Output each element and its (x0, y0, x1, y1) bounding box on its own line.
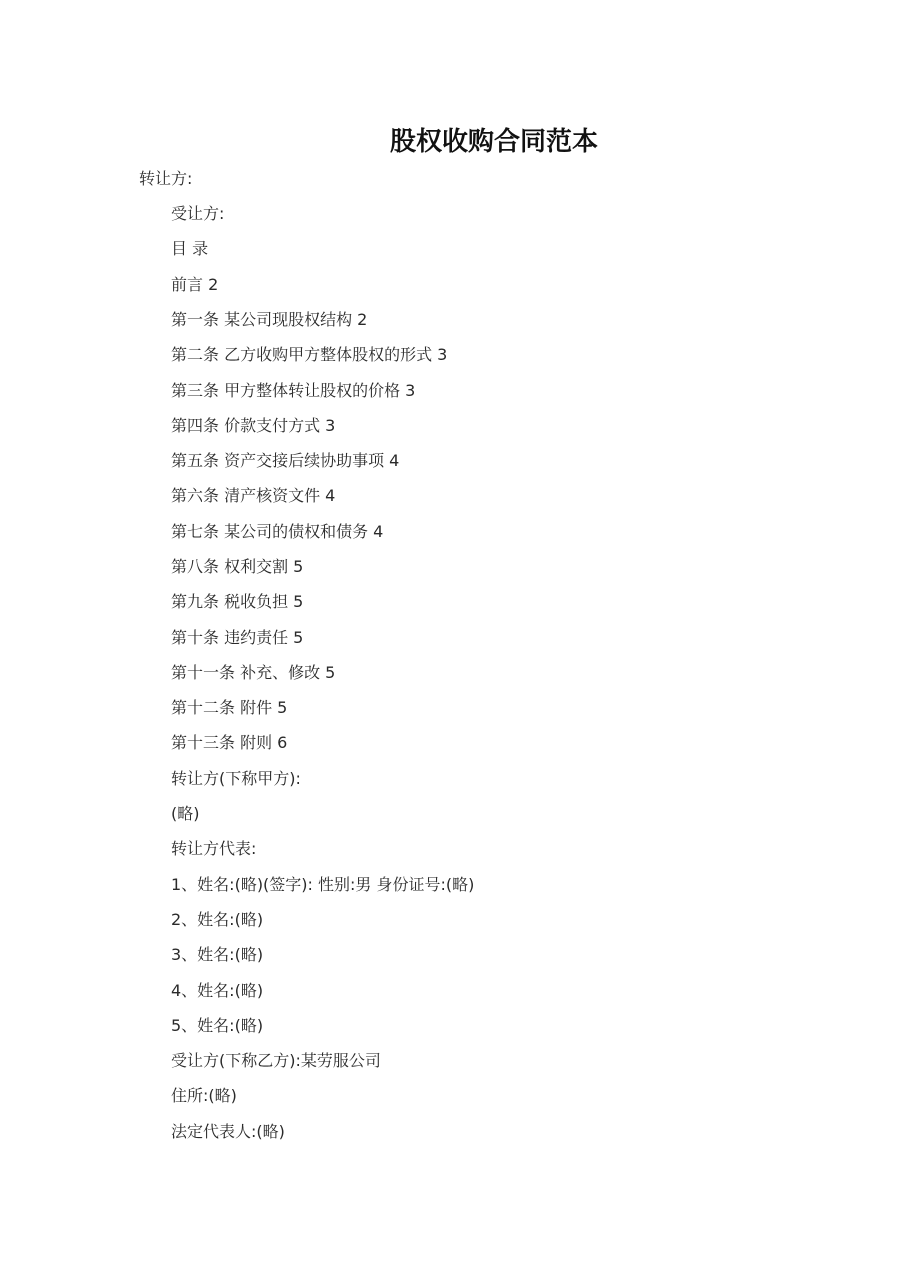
toc-item: 第六条 清产核资文件 4 (171, 486, 336, 505)
toc-item: 前言 2 (171, 275, 219, 294)
toc-item: 第七条 某公司的债权和债务 4 (171, 522, 384, 541)
toc-item: 第一条 某公司现股权结构 2 (171, 310, 368, 329)
toc-item: 第二条 乙方收购甲方整体股权的形式 3 (171, 345, 448, 364)
representative-entry: 3、姓名:(略) (171, 945, 264, 964)
representative-entry: 1、姓名:(略)(签字): 性别:男 身份证号:(略) (171, 875, 475, 894)
party-b-address: 住所:(略) (171, 1086, 237, 1105)
transferee-label: 受让方: (171, 204, 225, 223)
toc-item: 第八条 权利交割 5 (171, 557, 304, 576)
toc-item: 第十二条 附件 5 (171, 698, 288, 717)
toc-heading: 目 录 (171, 239, 209, 258)
document-title: 股权收购合同范本 (389, 127, 598, 157)
toc-item: 第十一条 补充、修改 5 (171, 663, 336, 682)
representatives-heading: 转让方代表: (171, 839, 257, 858)
representative-entry: 4、姓名:(略) (171, 981, 264, 1000)
toc-item: 第十条 违约责任 5 (171, 628, 304, 647)
toc-item: 第十三条 附则 6 (171, 733, 288, 752)
representative-entry: 5、姓名:(略) (171, 1016, 264, 1035)
representative-entry: 2、姓名:(略) (171, 910, 264, 929)
toc-item: 第五条 资产交接后续协助事项 4 (171, 451, 400, 470)
toc-item: 第四条 价款支付方式 3 (171, 416, 336, 435)
toc-item: 第三条 甲方整体转让股权的价格 3 (171, 381, 416, 400)
party-a-heading: 转让方(下称甲方): (171, 769, 301, 788)
transferor-label: 转让方: (139, 169, 193, 188)
party-a-value: (略) (171, 804, 200, 823)
toc-item: 第九条 税收负担 5 (171, 592, 304, 611)
party-b-heading: 受让方(下称乙方):某劳服公司 (171, 1051, 381, 1070)
party-b-legal-representative: 法定代表人:(略) (171, 1122, 285, 1141)
